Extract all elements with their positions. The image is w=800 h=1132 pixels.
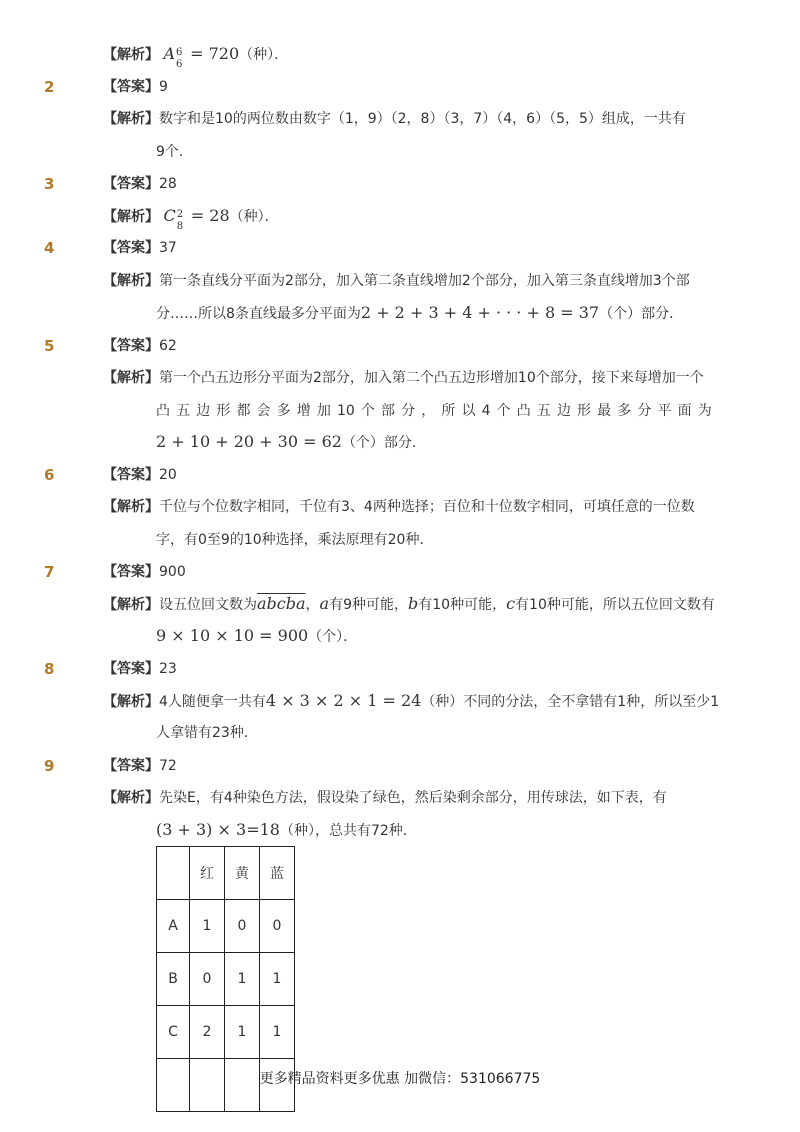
justified-char: 形 [216, 403, 231, 419]
math-expression: 2 + 2 + 3 + 4 + · · · + 8 = 37 [360, 303, 600, 322]
item8-analysis-cont: 人拿错有23种． [156, 725, 258, 741]
justified-char: 为 [697, 403, 712, 419]
item5-answer: 【答案】62 [103, 338, 177, 354]
justified-char: 会 [256, 403, 271, 419]
footer-promo: 更多精品资料更多优惠 加微信：531066775 [259, 1071, 541, 1087]
math-expression: 4 × 3 × 2 × 1 = 24 [265, 691, 422, 710]
table-cell: 1 [190, 900, 225, 953]
justified-char: 五 [176, 403, 191, 419]
item-number: 6 [44, 466, 55, 484]
item1-analysis: 【解析】 A 6 6 = 720（种）． [103, 44, 289, 70]
math-expression: 9 × 10 × 10 = 900 [156, 626, 309, 645]
justified-char: 凸 [516, 403, 531, 419]
justified-char: 加 [316, 403, 331, 419]
math-expression: abcba [257, 594, 306, 613]
justified-char: 都 [236, 403, 251, 419]
justified-char: 多 [276, 403, 291, 419]
justified-char: 平 [657, 403, 672, 419]
item3-answer: 【答案】28 [103, 176, 177, 192]
math-expression: (3 + 3) × 3 [156, 820, 247, 839]
item4-analysis-cont: 分……所以8条直线最多分平面为2 + 2 + 3 + 4 + · · · + 8 = 37（个）部分． [156, 303, 684, 322]
item8-answer: 【答案】23 [103, 661, 177, 677]
justified-char: 10 [336, 403, 355, 419]
justified-char: 4 [481, 403, 491, 419]
item-number: 9 [44, 757, 55, 775]
justified-char: 多 [617, 403, 632, 419]
item4-answer: 【答案】37 [103, 240, 177, 256]
table-cell: 1 [260, 953, 295, 1006]
justified-char: 个 [360, 403, 375, 419]
table-cell: 2 [190, 1006, 225, 1059]
table-row [157, 953, 295, 1006]
table-cell: 蓝 [260, 847, 295, 900]
justified-char: 分 [401, 403, 416, 419]
item-number: 7 [44, 563, 55, 581]
item5-analysis-justified [156, 401, 712, 421]
table-cell: B [157, 953, 190, 1006]
item9-answer: 【答案】72 [103, 758, 177, 774]
justified-char: 最 [597, 403, 612, 419]
item-number: 5 [44, 337, 55, 355]
item9-analysis: 【解析】先染E，有4种染色方法，假设染了绿色，然后染剩余部分，用传球法，如下表，有 [103, 790, 667, 806]
table-row [157, 1006, 295, 1059]
justified-char: 部 [381, 403, 396, 419]
analysis-label: 【解析】 [103, 47, 159, 63]
item6-answer: 【答案】20 [103, 467, 177, 483]
item8-analysis: 【解析】4人随便拿一共有4 × 3 × 2 × 1 = 24（种）不同的分法，全不拿错有1种，所以至少1 [103, 691, 720, 710]
math-expression: 2 + 10 + 20 + 30 = 62 [156, 432, 342, 451]
table-cell: 0 [260, 900, 295, 953]
table-cell: C [157, 1006, 190, 1059]
table-cell: A [157, 900, 190, 953]
table-header-row [157, 847, 295, 900]
justified-char: 分 [637, 403, 652, 419]
justified-char: 所 [441, 403, 456, 419]
table-cell: 0 [225, 900, 260, 953]
item2-analysis: 【解析】数字和是10的两位数由数字（1，9）（2，8）（3，7）（4，6）（5，5）组成，一共有 [103, 111, 686, 127]
justified-char: 增 [296, 403, 311, 419]
justified-char: 个 [496, 403, 511, 419]
table-cell: 0 [190, 953, 225, 1006]
table-cell: 黄 [225, 847, 260, 900]
math-expression: A 6 6 = 720 [163, 44, 240, 70]
item3-analysis: 【解析】 C 2 8 = 28（种）． [103, 206, 279, 232]
item6-analysis-cont: 字，有0至9的10种选择，乘法原理有20种． [156, 532, 434, 548]
item-number: 8 [44, 660, 55, 678]
item4-analysis: 【解析】第一条直线分平面为2部分，加入第二条直线增加2个部分，加入第三条直线增加3个部 [103, 273, 690, 289]
table-row [157, 900, 295, 953]
justified-char: ， [421, 403, 436, 419]
item9-analysis-cont: (3 + 3) × 3=18（种），总共有72种． [156, 820, 417, 839]
table-cell: 1 [225, 953, 260, 1006]
justified-char: 以 [461, 403, 476, 419]
justified-char: 面 [677, 403, 692, 419]
table-cell: 红 [190, 847, 225, 900]
item6-analysis: 【解析】千位与个位数字相同，千位有3、4两种选择；百位和十位数字相同，可填任意的一位数 [103, 499, 695, 515]
item2-analysis-cont: 9个． [156, 144, 193, 160]
justified-char: 形 [577, 403, 592, 419]
item5-analysis: 【解析】第一个凸五边形分平面为2部分，加入第二个凸五边形增加10个部分，接下来每增加一个 [103, 370, 704, 386]
math-expression: C 2 8 = 28 [163, 206, 230, 232]
table-cell: 1 [260, 1006, 295, 1059]
item7-analysis: 【解析】设五位回文数为abcba，a有9种可能，b有10种可能，c有10种可能，所以五位回文数有 [103, 594, 715, 613]
justified-char: 边 [196, 403, 211, 419]
item7-answer: 【答案】900 [103, 564, 186, 580]
item7-analysis-cont: 9 × 10 × 10 = 900（个）． [156, 626, 358, 645]
item-number: 2 [44, 78, 55, 96]
item5-analysis-cont2: 2 + 10 + 20 + 30 = 62（个）部分． [156, 432, 426, 451]
justified-char: 边 [556, 403, 571, 419]
justified-char: 凸 [156, 403, 170, 419]
item2-answer: 【答案】9 [103, 79, 168, 95]
justified-char: 五 [536, 403, 551, 419]
item-number: 3 [44, 175, 55, 193]
table-cell: 1 [225, 1006, 260, 1059]
item-number: 4 [44, 239, 55, 257]
table-cell [157, 847, 190, 900]
